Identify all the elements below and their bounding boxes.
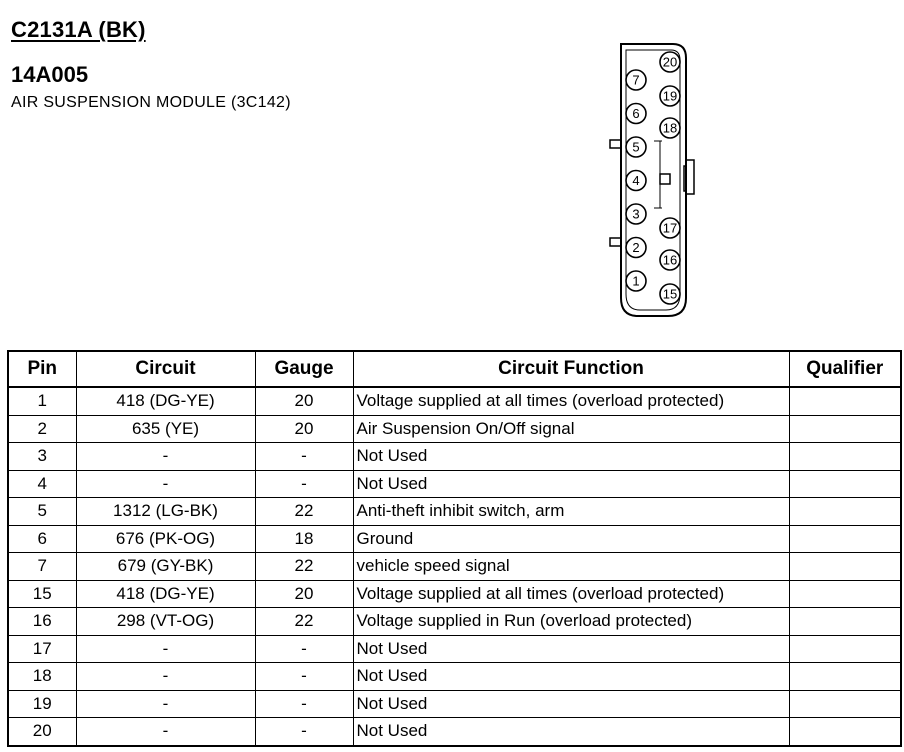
gauge-cell: 20 xyxy=(255,387,353,415)
table-row xyxy=(8,443,901,471)
connector-pin xyxy=(626,238,646,258)
connector-tab-lower xyxy=(610,238,621,246)
connector-pin xyxy=(660,218,680,238)
qualifier-column-header: Qualifier xyxy=(789,351,901,387)
pin-column-header: Pin xyxy=(8,351,76,387)
qualifier-cell xyxy=(789,525,901,553)
gauge-cell: - xyxy=(255,443,353,471)
connector-id-title: C2131A (BK) xyxy=(11,17,146,42)
pin-cell: 7 xyxy=(8,553,76,581)
connector-pin-label: 6 xyxy=(632,106,640,121)
qualifier-cell xyxy=(789,663,901,691)
connector-pin xyxy=(660,284,680,304)
connector-face-diagram xyxy=(604,36,704,324)
connector-pin-label: 2 xyxy=(632,240,640,255)
circuit-cell: 1312 (LG-BK) xyxy=(76,498,255,526)
circuit-cell: 676 (PK-OG) xyxy=(76,525,255,553)
pin-cell: 18 xyxy=(8,663,76,691)
qualifier-cell xyxy=(789,718,901,746)
function-cell: Ground xyxy=(353,525,789,553)
pin-cell: 5 xyxy=(8,498,76,526)
circuit-cell: 418 (DG-YE) xyxy=(76,580,255,608)
pin-cell: 2 xyxy=(8,415,76,443)
function-cell: Not Used xyxy=(353,663,789,691)
table-row xyxy=(8,470,901,498)
connector-pin xyxy=(626,171,646,191)
qualifier-cell xyxy=(789,580,901,608)
pin-table xyxy=(7,350,902,747)
gauge-cell: 22 xyxy=(255,498,353,526)
connector-pin xyxy=(626,271,646,291)
connector-tab-upper xyxy=(610,140,621,148)
table-row xyxy=(8,553,901,581)
circuit-cell: 635 (YE) xyxy=(76,415,255,443)
circuit-cell: - xyxy=(76,690,255,718)
pin-cell: 3 xyxy=(8,443,76,471)
pin-cell: 15 xyxy=(8,580,76,608)
table-row xyxy=(8,608,901,636)
connector-pin xyxy=(660,118,680,138)
qualifier-cell xyxy=(789,443,901,471)
gauge-cell: 20 xyxy=(255,580,353,608)
pin-cell: 6 xyxy=(8,525,76,553)
circuit-cell: - xyxy=(76,718,255,746)
circuit-cell: - xyxy=(76,663,255,691)
connector-pin-label: 17 xyxy=(662,220,678,236)
circuit-cell: 418 (DG-YE) xyxy=(76,387,255,415)
circuit-cell: 679 (GY-BK) xyxy=(76,553,255,581)
table-row xyxy=(8,498,901,526)
gauge-column-header: Gauge xyxy=(255,351,353,387)
connector-pin-label: 20 xyxy=(662,54,678,70)
table-row xyxy=(8,415,901,443)
pin-cell: 16 xyxy=(8,608,76,636)
function-cell: Voltage supplied in Run (overload protected) xyxy=(353,608,789,636)
qualifier-cell xyxy=(789,635,901,663)
function-cell: vehicle speed signal xyxy=(353,553,789,581)
circuit-cell: - xyxy=(76,470,255,498)
qualifier-cell xyxy=(789,608,901,636)
table-row xyxy=(8,635,901,663)
connector-pin xyxy=(626,137,646,157)
gauge-cell: 22 xyxy=(255,553,353,581)
connector-pin xyxy=(660,250,680,270)
function-cell: Air Suspension On/Off signal xyxy=(353,415,789,443)
function-cell: Not Used xyxy=(353,470,789,498)
gauge-cell: 18 xyxy=(255,525,353,553)
connector-pin-label: 5 xyxy=(632,139,640,155)
pin-cell: 20 xyxy=(8,718,76,746)
connector-pin xyxy=(660,86,680,106)
connector-pin xyxy=(626,104,646,124)
table-row xyxy=(8,580,901,608)
table-row xyxy=(8,663,901,691)
circuit-cell: 298 (VT-OG) xyxy=(76,608,255,636)
connector-pin-label: 18 xyxy=(662,120,678,136)
part-number: 14A005 xyxy=(11,62,89,87)
function-cell: Voltage supplied at all times (overload protected) xyxy=(353,580,789,608)
pin-cell: 17 xyxy=(8,635,76,663)
connector-pin-label: 4 xyxy=(632,173,640,188)
module-name: AIR SUSPENSION MODULE (3C142) xyxy=(11,94,291,111)
connector-pin-label: 3 xyxy=(632,206,640,222)
table-row xyxy=(8,690,901,718)
qualifier-cell xyxy=(789,498,901,526)
table-row xyxy=(8,718,901,746)
gauge-cell: 22 xyxy=(255,608,353,636)
gauge-cell: - xyxy=(255,470,353,498)
gauge-cell: - xyxy=(255,718,353,746)
function-column-header: Circuit Function xyxy=(353,351,789,387)
connector-pin xyxy=(626,204,646,224)
pin-cell: 1 xyxy=(8,387,76,415)
pin-cell: 4 xyxy=(8,470,76,498)
circuit-cell: - xyxy=(76,443,255,471)
connector-pin-label: 7 xyxy=(632,72,640,88)
connector-latch-key xyxy=(660,174,670,184)
function-cell: Anti-theft inhibit switch, arm xyxy=(353,498,789,526)
qualifier-cell xyxy=(789,553,901,581)
qualifier-cell xyxy=(789,470,901,498)
connector-pin-label: 1 xyxy=(632,273,640,289)
table-row xyxy=(8,387,901,415)
connector-pin xyxy=(660,52,680,72)
connector-housing xyxy=(621,44,686,316)
qualifier-cell xyxy=(789,415,901,443)
function-cell: Voltage supplied at all times (overload protected) xyxy=(353,387,789,415)
connector-pin-label: 19 xyxy=(662,88,678,104)
qualifier-cell xyxy=(789,690,901,718)
qualifier-cell xyxy=(789,387,901,415)
table-header-row xyxy=(8,351,901,387)
gauge-cell: - xyxy=(255,663,353,691)
function-cell: Not Used xyxy=(353,443,789,471)
connector-pin-label: 15 xyxy=(662,286,678,302)
function-cell: Not Used xyxy=(353,635,789,663)
circuit-column-header: Circuit xyxy=(76,351,255,387)
circuit-cell: - xyxy=(76,635,255,663)
function-cell: Not Used xyxy=(353,718,789,746)
connector-pin xyxy=(626,70,646,90)
connector-pin-label: 16 xyxy=(662,252,678,268)
gauge-cell: 20 xyxy=(255,415,353,443)
table-row xyxy=(8,525,901,553)
gauge-cell: - xyxy=(255,690,353,718)
function-cell: Not Used xyxy=(353,690,789,718)
gauge-cell: - xyxy=(255,635,353,663)
pin-cell: 19 xyxy=(8,690,76,718)
